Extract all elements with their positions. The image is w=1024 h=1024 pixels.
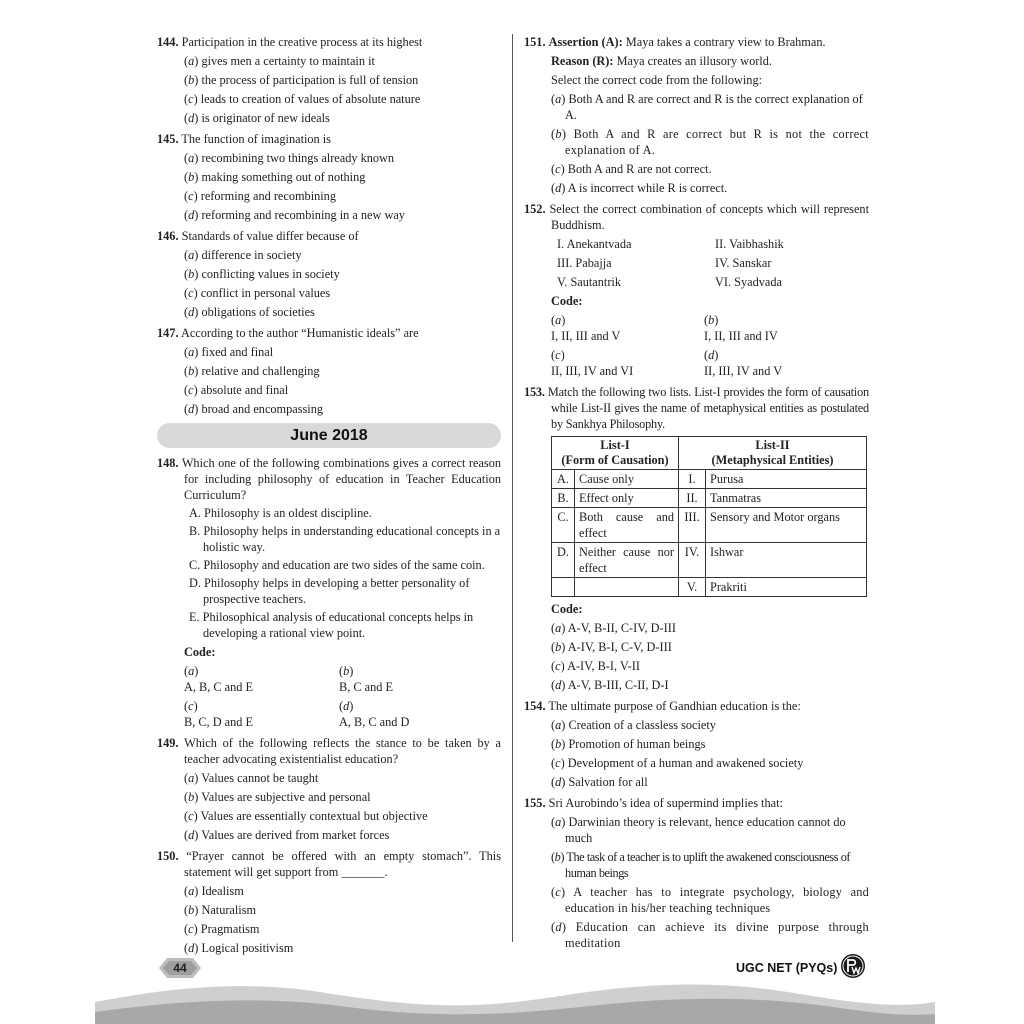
question-stem: Which of the following reflects the stance to be taken by a teacher advocating existentialist education? bbox=[184, 736, 501, 766]
question-number: 146. bbox=[157, 229, 179, 243]
option-a: (a) difference in society bbox=[184, 248, 302, 262]
assertion-label: Assertion (A): bbox=[548, 35, 623, 49]
option-d: (d) Education can achieve its divine purpose through meditation bbox=[551, 920, 869, 950]
code-label: Code: bbox=[551, 294, 583, 308]
option-d: (d) Values are derived from market forces bbox=[184, 828, 390, 842]
concept-item: I. Anekantvada bbox=[557, 237, 632, 251]
question-153 bbox=[524, 384, 869, 693]
question-146 bbox=[157, 228, 501, 320]
table-row: C. Both cause and effect III. Sensory and Motor organs bbox=[552, 508, 867, 543]
reason-text: Maya creates an illusory world. bbox=[616, 54, 772, 68]
option-b: (b) Naturalism bbox=[184, 903, 257, 917]
question-number: 144. bbox=[157, 35, 179, 49]
column-divider bbox=[512, 34, 513, 942]
table-row: B. Effect only II. Tanmatras bbox=[552, 489, 867, 508]
question-number: 152. bbox=[524, 202, 546, 216]
option-a: (a) gives men a certainty to maintain it bbox=[184, 54, 375, 68]
option-b: (b) conflicting values in society bbox=[184, 267, 340, 281]
option-c: (c) II, III, IV and VI bbox=[551, 348, 634, 378]
table-row: A. Cause only I. Purusa bbox=[552, 470, 867, 489]
option-d: (d) is originator of new ideals bbox=[184, 111, 330, 125]
option-a: (a) Idealism bbox=[184, 884, 244, 898]
option-c: (c) A-IV, B-I, V-II bbox=[551, 659, 640, 673]
question-number: 155. bbox=[524, 796, 546, 810]
option-a: (a) A, B, C and E bbox=[184, 664, 253, 694]
section-heading: June 2018 bbox=[157, 423, 501, 448]
option-b: (b) B, C and E bbox=[339, 664, 393, 694]
assertion-text: Maya takes a contrary view to Brahman. bbox=[625, 35, 826, 49]
question-number: 154. bbox=[524, 699, 546, 713]
option-d: (d) reforming and recombining in a new way bbox=[184, 208, 405, 222]
option-b: (b) making something out of nothing bbox=[184, 170, 366, 184]
option-b: (b) The task of a teacher is to uplift the awakened consciousness of human beings bbox=[551, 850, 851, 880]
option-c: (c) A teacher has to integrate psychology, biology and education in his/her teaching techniques bbox=[551, 885, 870, 915]
code-label: Code: bbox=[184, 645, 216, 659]
question-stem: The ultimate purpose of Gandhian education is the: bbox=[548, 699, 801, 713]
question-stem: Select the correct combination of concepts which will represent Buddhism. bbox=[549, 202, 869, 232]
option-a: (a) fixed and final bbox=[184, 345, 274, 359]
option-c: (c) Both A and R are not correct. bbox=[551, 162, 712, 176]
list-1-header: List-I (Form of Causation) bbox=[552, 437, 679, 470]
instruction: Select the correct code from the following: bbox=[551, 73, 763, 87]
option-b: (b) Both A and R are correct but R is not the correct explanation of A. bbox=[551, 127, 869, 157]
option-d: (d) A is incorrect while R is correct. bbox=[551, 181, 728, 195]
question-154 bbox=[524, 698, 869, 790]
option-a: (a) I, II, III and V bbox=[551, 313, 621, 343]
question-stem: The function of imagination is bbox=[181, 132, 331, 146]
question-number: 148. bbox=[157, 456, 179, 470]
question-148 bbox=[157, 455, 501, 730]
option-c: (c) Pragmatism bbox=[184, 922, 260, 936]
option-d: (d) A, B, C and D bbox=[339, 699, 410, 729]
code-options-row-1 bbox=[551, 312, 869, 344]
question-stem: Standards of value differ because of bbox=[181, 229, 359, 243]
question-number: 145. bbox=[157, 132, 179, 146]
option-b: (b) relative and challenging bbox=[184, 364, 320, 378]
question-stem: Participation in the creative process at its highest bbox=[181, 35, 423, 49]
page-number-badge bbox=[157, 957, 203, 979]
option-b: (b) the process of participation is full of tension bbox=[184, 73, 419, 87]
question-stem: According to the author “Humanistic ideals” are bbox=[180, 326, 419, 340]
question-151 bbox=[524, 34, 869, 196]
page-number: 44 bbox=[173, 961, 187, 975]
option-b: (b) I, II, III and IV bbox=[704, 313, 778, 343]
code-label: Code: bbox=[551, 602, 583, 616]
question-number: 153. bbox=[524, 385, 545, 399]
statement-c: C. Philosophy and education are two sides of the same coin. bbox=[189, 558, 485, 572]
option-a: (a) recombining two things already known bbox=[184, 151, 395, 165]
question-number: 150. bbox=[157, 849, 179, 863]
option-d: (d) obligations of societies bbox=[184, 305, 315, 319]
code-options-row-1 bbox=[184, 663, 501, 695]
question-stem: Which one of the following combinations gives a correct reason for including philosophy of education in Teacher Education Curriculum? bbox=[181, 456, 501, 502]
option-d: (d) Logical positivism bbox=[184, 941, 294, 955]
option-b: (b) Promotion of human beings bbox=[551, 737, 706, 751]
concept-item: III. Pabajja bbox=[557, 256, 612, 270]
book-title: UGC NET (PYQs) bbox=[736, 961, 838, 975]
statement-d: D. Philosophy helps in developing a better personality of prospective teachers. bbox=[189, 576, 470, 606]
question-145 bbox=[157, 131, 501, 223]
question-150 bbox=[157, 848, 501, 956]
option-c: (c) leads to creation of values of absolute nature bbox=[184, 92, 421, 106]
question-152 bbox=[524, 201, 869, 379]
option-d: (d) broad and encompassing bbox=[184, 402, 324, 416]
option-d: (d) A-V, B-III, C-II, D-I bbox=[551, 678, 669, 692]
question-stem: Sri Aurobindo’s idea of supermind implies that: bbox=[548, 796, 783, 810]
option-c: (c) reforming and recombining bbox=[184, 189, 336, 203]
question-number: 151. bbox=[524, 35, 546, 49]
option-a: (a) Darwinian theory is relevant, hence education cannot do much bbox=[551, 815, 846, 845]
question-stem: Match the following two lists. List-I provides the form of causation while List-II gives the name of metaphysical entities as postulated by Sankhya Philosophy. bbox=[547, 385, 870, 431]
option-c: (c) B, C, D and E bbox=[184, 699, 253, 729]
concept-item: V. Sautantrik bbox=[557, 275, 621, 289]
question-number: 149. bbox=[157, 736, 179, 750]
concept-item: II. Vaibhashik bbox=[715, 237, 784, 251]
statement-e: E. Philosophical analysis of educational concepts helps in developing a rational view point. bbox=[189, 610, 474, 640]
concept-list bbox=[557, 236, 869, 290]
concept-item: IV. Sanskar bbox=[715, 256, 772, 270]
question-stem: “Prayer cannot be offered with an empty stomach”. This statement will get support from _______. bbox=[184, 849, 501, 879]
option-c: (c) absolute and final bbox=[184, 383, 289, 397]
question-number: 147. bbox=[157, 326, 179, 340]
concept-item: VI. Syadvada bbox=[715, 275, 782, 289]
option-b: (b) A-IV, B-I, C-V, D-III bbox=[551, 640, 672, 654]
option-a: (a) Both A and R are correct and R is the correct explanation of A. bbox=[551, 92, 863, 122]
code-options-row-2 bbox=[184, 698, 501, 730]
question-149 bbox=[157, 735, 501, 843]
list-2-header: List-II (Metaphysical Entities) bbox=[679, 437, 867, 470]
left-column bbox=[157, 34, 501, 961]
option-c: (c) Values are essentially contextual but objective bbox=[184, 809, 428, 823]
code-options-row-2 bbox=[551, 347, 869, 379]
right-column bbox=[524, 34, 869, 956]
option-c: (c) conflict in personal values bbox=[184, 286, 331, 300]
question-155 bbox=[524, 795, 869, 951]
table-header-row bbox=[552, 437, 867, 470]
match-table bbox=[551, 436, 867, 597]
option-a: (a) A-V, B-II, C-IV, D-III bbox=[551, 621, 676, 635]
option-a: (a) Values cannot be taught bbox=[184, 771, 319, 785]
option-c: (c) Development of a human and awakened society bbox=[551, 756, 804, 770]
option-b: (b) Values are subjective and personal bbox=[184, 790, 371, 804]
statement-a: A. Philosophy is an oldest discipline. bbox=[189, 506, 372, 520]
table-row: D. Neither cause nor effect IV. Ishwar bbox=[552, 543, 867, 578]
statement-b: B. Philosophy helps in understanding educational concepts in a holistic way. bbox=[189, 524, 501, 554]
question-147 bbox=[157, 325, 501, 417]
reason-label: Reason (R): bbox=[551, 54, 614, 68]
table-row: V. Prakriti bbox=[552, 578, 867, 597]
footer-wave-decoration bbox=[0, 950, 1024, 1024]
option-d: (d) Salvation for all bbox=[551, 775, 648, 789]
pw-logo-icon bbox=[840, 953, 866, 979]
question-144 bbox=[157, 34, 501, 126]
option-d: (d) II, III, IV and V bbox=[704, 348, 783, 378]
option-a: (a) Creation of a classless society bbox=[551, 718, 716, 732]
